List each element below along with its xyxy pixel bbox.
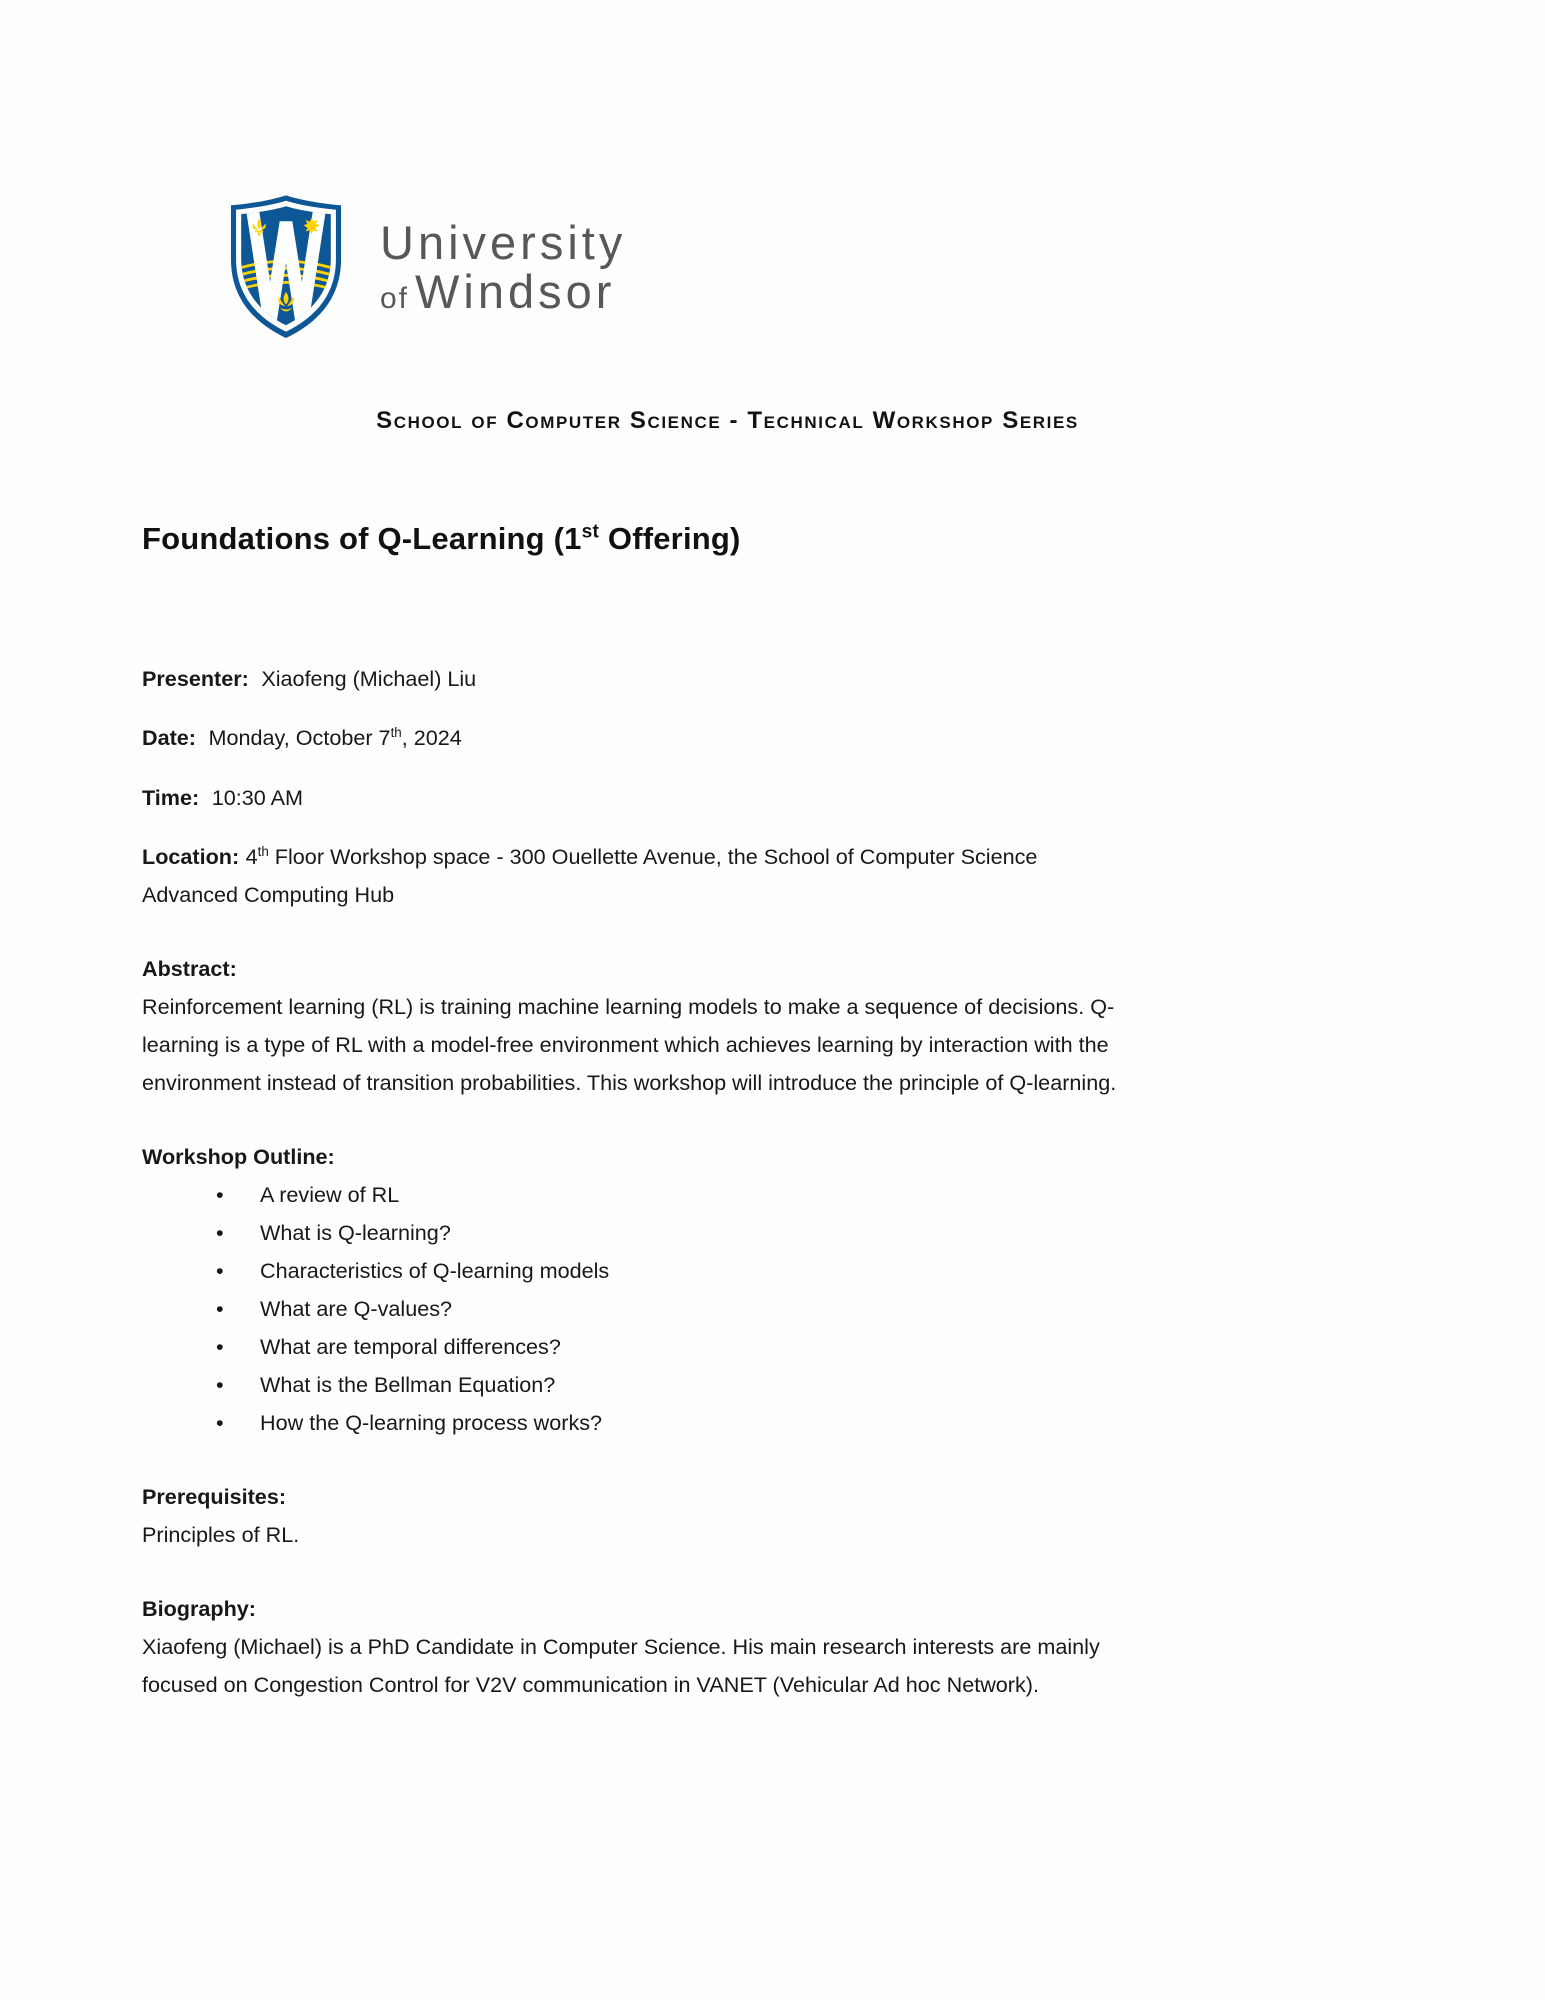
title-ordinal-sup: st: [581, 521, 600, 543]
abstract-text: Reinforcement learning (RL) is training machine learning models to make a sequence of decisions. Q-learning is a type of RL with a model-free environment which achieves learning by interaction with the environment instead of transition probabilities. This workshop will introduce the principle of Q-learning.: [142, 994, 1117, 1096]
abstract-section: [142, 950, 1138, 1102]
title-text: Foundations of Q-Learning (1: [142, 520, 582, 556]
outline-item-text: What are Q-values?: [260, 1296, 453, 1322]
outline-item: [216, 1290, 1138, 1328]
bullet-icon: •: [216, 1334, 224, 1360]
outline-item-text: What is Q-learning?: [260, 1220, 451, 1246]
outline-item-text: How the Q-learning process works?: [260, 1410, 603, 1436]
bullet-icon: •: [216, 1220, 224, 1246]
time-label: Time:: [142, 784, 200, 810]
uwindsor-wordmark: [380, 216, 627, 318]
prerequisites-text: Principles of RL.: [142, 1522, 300, 1548]
date-value: Monday, October 7: [208, 725, 391, 751]
date-line: [142, 719, 1138, 757]
bullet-icon: •: [216, 1372, 224, 1398]
wordmark-university: University: [380, 216, 627, 269]
biography-text: Xiaofeng (Michael) is a PhD Candidate in Computer Science. His main research interests are mainly focused on Congestion Control for V2V communication in VANET (Vehicular Ad hoc Network).: [142, 1634, 1100, 1698]
prerequisites-section: [142, 1478, 1138, 1554]
time-line: [142, 779, 1138, 817]
date-value-post: , 2024: [401, 725, 462, 751]
outline-list: [142, 1176, 1138, 1442]
outline-item: [216, 1176, 1138, 1214]
event-details: [142, 660, 1138, 915]
outline-item: [216, 1404, 1138, 1442]
location-label: Location:: [142, 844, 240, 870]
outline-heading: Workshop Outline:: [142, 1144, 335, 1170]
uwindsor-logo: [222, 194, 626, 340]
series-heading: School of Computer Science - Technical Workshop Series: [376, 407, 1079, 434]
bullet-icon: •: [216, 1182, 224, 1208]
outline-item: [216, 1252, 1138, 1290]
location-value: 4: [245, 844, 258, 870]
location-value-post: Floor Workshop space - 300 Ouellette Avenue, the School of Computer Science Advanced Computing Hub: [142, 844, 1038, 908]
wordmark-of-windsor: [380, 265, 626, 318]
wordmark-windsor: Windsor: [415, 265, 616, 318]
outline-item-text: What are temporal differences?: [260, 1334, 561, 1360]
outline-item-text: Characteristics of Q-learning models: [260, 1258, 610, 1284]
bullet-icon: •: [216, 1258, 224, 1284]
outline-item: [216, 1366, 1138, 1404]
document-title: [142, 521, 741, 557]
outline-item-text: What is the Bellman Equation?: [260, 1372, 556, 1398]
abstract-heading: Abstract:: [142, 956, 237, 982]
biography-section: [142, 1590, 1138, 1704]
document-body: [142, 638, 1138, 1704]
date-ordinal-sup: th: [390, 725, 402, 740]
time-value: 10:30 AM: [211, 784, 303, 810]
presenter-line: [142, 660, 1138, 698]
wordmark-of: of: [380, 282, 410, 315]
presenter-value: Xiaofeng (Michael) Liu: [261, 665, 477, 691]
bullet-icon: •: [216, 1296, 224, 1322]
prerequisites-heading: Prerequisites:: [142, 1484, 287, 1510]
outline-item-text: A review of RL: [260, 1182, 400, 1208]
date-label: Date:: [142, 725, 196, 751]
outline-item: [216, 1214, 1138, 1252]
uwindsor-shield-icon: [222, 194, 350, 340]
presenter-label: Presenter:: [142, 665, 249, 691]
location-line: [142, 838, 1138, 914]
bullet-icon: •: [216, 1410, 224, 1436]
outline-item: [216, 1328, 1138, 1366]
title-text-post: Offering): [599, 520, 741, 556]
location-ordinal-sup: th: [257, 844, 269, 860]
outline-section: [142, 1138, 1138, 1442]
biography-heading: Biography:: [142, 1596, 256, 1622]
